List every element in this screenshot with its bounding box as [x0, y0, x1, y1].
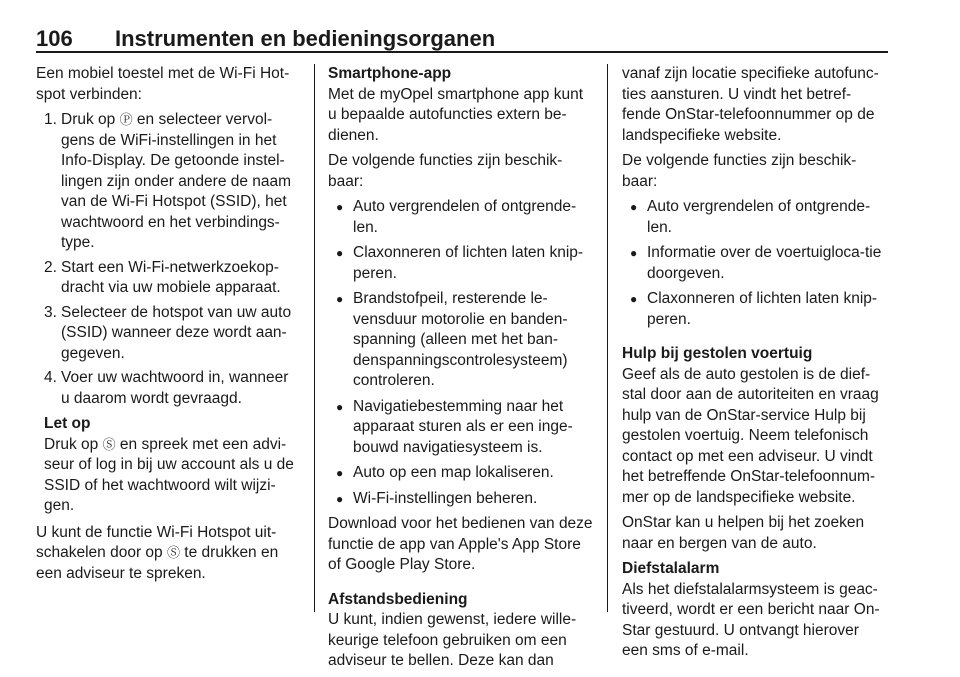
list-item: ● Claxonneren of lichten laten knip-peren.	[630, 289, 888, 330]
column-divider-1	[314, 64, 315, 612]
list-item: ● Informatie over de voertuigloca-tie doorgeven.	[630, 243, 888, 284]
bullet-list	[622, 197, 888, 330]
list-item: ● Brandstofpeil, resterende le-vensduur motorolie en banden-spanning (alleen met het ban-denspanningscontrolesysteem) controleren.	[336, 289, 594, 392]
paragraph: Download voor het bedienen van deze functie de app van Apple's App Store of Google Play Store.	[328, 515, 593, 573]
list-item: 3. Selecteer de hotspot van uw auto (SSID) wanneer deze wordt aan-gegeven.	[44, 303, 292, 362]
section-heading: Hulp bij gestolen voertuig	[622, 345, 813, 362]
column-divider-2	[607, 64, 608, 612]
steps-list	[36, 110, 300, 409]
bullet-list	[328, 197, 594, 509]
list-item: 1. Druk op Ⓟ en selecteer vervol-gens de WiFi-instellingen in het Info-Display. De getoonde instel-lingen zijn onder andere de naam van de Wi-Fi Hotspot (SSID), het wachtwoord en het verbindings-type.	[44, 111, 292, 251]
note-text: Druk op Ⓢ en spreek met een advi-seur of log in bij uw account als u de SSID of het wachtwoord wilt wijzi-gen.	[44, 435, 294, 514]
column-2	[328, 64, 594, 677]
paragraph: Als het diefstalalarmsysteem is geac-tiveerd, wordt er een bericht naar On-Star gestuurd. U ontvangt hierover een sms of e-mail.	[622, 580, 880, 659]
paragraph: De volgende functies zijn beschik-baar:	[622, 152, 857, 190]
column-1	[36, 64, 300, 589]
page-header	[36, 26, 888, 52]
list-item: ● Wi-Fi-instellingen beheren.	[336, 489, 594, 510]
paragraph: De volgende functies zijn beschik-baar:	[328, 152, 563, 190]
note-title: Let op	[44, 415, 91, 432]
service-icon: Ⓢ	[166, 545, 180, 560]
paragraph: vanaf zijn locatie specifieke autofunc-ties aansturen. U vindt het betref-fende OnStar-telefoonnummer op de landspecifieke website.	[622, 65, 879, 144]
list-item: ● Auto op een map lokaliseren.	[336, 463, 594, 484]
header-rule	[36, 51, 888, 53]
section-heading: Smartphone-app	[328, 65, 452, 82]
list-item: ● Claxonneren of lichten laten knip-peren.	[336, 243, 594, 284]
paragraph: Met de myOpel smartphone app kunt u bepaalde autofuncties extern be-dienen.	[328, 85, 584, 144]
paragraph: U kunt, indien gewenst, iedere wille-keurige telefoon gebruiken om een adviseur te bellen. Deze kan dan	[328, 611, 577, 669]
column-3	[622, 64, 888, 667]
paragraph: Geef als de auto gestolen is de dief-stal door aan de autoriteiten en vraag hulp van de OnStar-service Hulp bij gestolen voertuig. Neem telefonisch contact op met een adviseur. U vindt het betreffende OnStar-telefoonnum-mer op de landspecifieke website.	[622, 365, 879, 506]
list-item: 2. Start een Wi-Fi-netwerkzoekop-dracht via uw mobiele apparaat.	[44, 258, 281, 296]
service-icon: Ⓢ	[102, 436, 116, 452]
list-item: 4. Voer uw wachtwoord in, wanneer u daarom wordt gevraagd.	[44, 369, 289, 407]
list-item: ● Auto vergrendelen of ontgrende-len.	[336, 197, 594, 238]
list-item: ● Navigatiebestemming naar het apparaat sturen als er een inge-bouwd navigatiesysteem is.	[336, 397, 594, 459]
intro-text: Een mobiel toestel met de Wi-Fi Hot-spot verbinden:	[36, 65, 290, 103]
section-heading: Afstandsbediening	[328, 590, 468, 608]
paragraph: OnStar kan u helpen bij het zoeken naar en bergen van de auto.	[622, 514, 865, 552]
closing-text: U kunt de functie Wi-Fi Hotspot uit-schakelen door op Ⓢ te drukken en een adviseur te spreken.	[36, 523, 279, 582]
page-number: 106	[36, 26, 73, 51]
note-box	[36, 414, 300, 517]
phone-icon: Ⓟ	[119, 112, 133, 127]
section-heading: Diefstalalarm	[622, 560, 720, 577]
list-item: ● Auto vergrendelen of ontgrende-len.	[630, 197, 888, 238]
chapter-title: Instrumenten en bedieningsorganen	[115, 26, 496, 51]
